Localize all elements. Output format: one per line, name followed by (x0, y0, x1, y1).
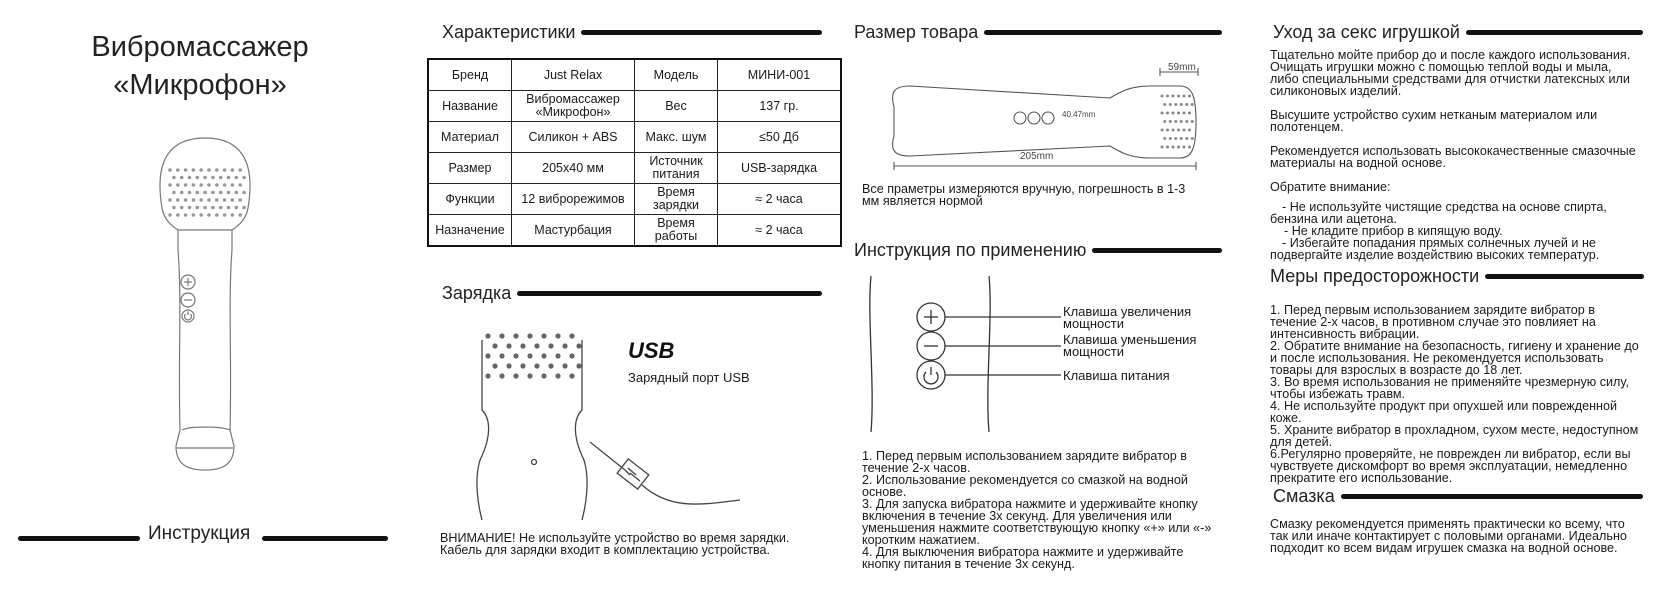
spec-key: Вес (635, 91, 718, 122)
spec-key: Размер (428, 153, 512, 184)
size-note: Все праметры измеряются вручную, погрешность в 1-3 мм является нормой (862, 182, 1186, 208)
spec-key: Функции (428, 184, 512, 215)
precaution-item: 5. Храните вибратор в прохладном, сухом месте, недоступном для детей. (1270, 423, 1639, 449)
dim-diameter: 40.47mm (1062, 110, 1096, 119)
lube-text: Смазку рекомендуется применять практически ко всему, что так или иначе контактирует с половыми органами. Идеально подходит ко всем видам игрушек смазка на водной основе. (1270, 517, 1627, 555)
spec-value: МИНИ-001 (718, 59, 842, 91)
precaution-item: 2. Обратите внимание на безопасность, гигиену и хранение до и после использования. Не рекомендуется использовать товары для взрослых в возрасте до 18 лет. (1270, 339, 1639, 377)
instruction-label: Инструкция (148, 523, 251, 544)
spec-value: Мастурбация (512, 215, 635, 247)
spec-value: 12 виброрежимов (512, 184, 635, 215)
precaution-item: 3. Во время использования не применяйте чрезмерную силу, чтобы избежать травм. (1270, 375, 1629, 401)
spec-key: Макс. шум (635, 122, 718, 153)
precautions-heading: Меры предосторожности (1270, 266, 1644, 287)
spec-value: Силикон + ABS (512, 122, 635, 153)
spec-key: Назначение (428, 215, 512, 247)
product-title (20, 28, 380, 104)
care-item: - Избегайте попадания прямых солнечных лучей и не подвергайте изделие воздействию высоких температур. (1270, 236, 1600, 262)
care-heading: Уход за секс игрушкой (1273, 22, 1643, 43)
product-title-line1: Вибромассажер (91, 31, 309, 63)
usage-step: 4. Для выключения вибратора нажмите и удерживайте кнопку питания в течение 3х секунд. (862, 545, 1184, 571)
product-title-line2: «Микрофон» (113, 69, 287, 101)
care-paragraph: Рекомендуется использовать высококачественные смазочные материалы на водной основе. (1270, 144, 1636, 170)
spec-key: Материал (428, 122, 512, 153)
usage-heading: Инструкция по применению (854, 240, 1222, 261)
spec-value: ≤50 Дб (718, 122, 842, 153)
product-illustration (150, 130, 260, 500)
spec-key: Время работы (635, 215, 718, 247)
divider-bar (18, 536, 140, 541)
care-text (1270, 49, 1640, 261)
care-paragraph: Тщательно мойте прибор до и после каждого использования. Очищать игрушки можно с помощью теплой воды и мыла, либо специальными средствами для отчистки латексных или силиконовых изделий. (1270, 48, 1631, 98)
spec-value: Just Relax (512, 59, 635, 91)
button-label-plus: Клавиша увеличения мощности (1063, 304, 1192, 331)
spec-key: Время зарядки (635, 184, 718, 215)
usb-logo: USB (628, 338, 675, 363)
button-label-power: Клавиша питания (1063, 368, 1170, 383)
usage-step: 3. Для запуска вибратора нажмите и удерживайте кнопку включения в течение 3х секунд. Для увеличения или уменьшения нажмите соответствующую кнопку «+» или «-» коротким нажатием. (862, 497, 1212, 547)
care-paragraph: Обратите внимание: (1270, 180, 1391, 194)
precaution-item: 1. Перед первым использованием зарядите вибратор в течение 2-х часов, в противном случае это повлияет на интенсивность вибрации. (1270, 303, 1596, 341)
charging-illustration (470, 330, 740, 520)
spec-row (428, 59, 841, 91)
spec-row (428, 91, 841, 122)
precaution-item: 4. Не используйте продукт при опухшей или поврежденной коже. (1270, 399, 1618, 425)
divider-bar (262, 536, 388, 541)
specs-heading: Характеристики (442, 22, 822, 43)
specs-table (427, 58, 842, 247)
button-label-minus: Клавиша уменьшения мощности (1063, 332, 1197, 359)
spec-value: 137 гр. (718, 91, 842, 122)
care-item: - Не кладите прибор в кипящую воду. (1284, 224, 1503, 238)
spec-value: 205х40 мм (512, 153, 635, 184)
spec-key: Название (428, 91, 512, 122)
dim-head-width: 59mm (1168, 62, 1196, 73)
spec-row (428, 215, 841, 247)
usb-port-label: Зарядный порт USB (628, 370, 750, 385)
spec-row (428, 184, 841, 215)
spec-row (428, 153, 841, 184)
lube-heading: Смазка (1273, 486, 1643, 507)
dim-length: 205mm (1020, 151, 1054, 162)
spec-value: ≈ 2 часа (718, 184, 842, 215)
spec-key: Модель (635, 59, 718, 91)
size-heading: Размер товара (854, 22, 1222, 43)
care-paragraph: Высушите устройство сухим нетканым материалом или полотенцем. (1270, 108, 1598, 134)
usage-step: 1. Перед первым использованием зарядите вибратор в течение 2-х часов. (862, 449, 1187, 475)
charging-heading: Зарядка (442, 283, 822, 304)
usage-buttons-diagram (865, 276, 1065, 432)
spec-value: Вибромассажер «Микрофон» (512, 91, 635, 122)
spec-value: USB-зарядка (718, 153, 842, 184)
spec-value: ≈ 2 часа (718, 215, 842, 247)
spec-key: Источник питания (635, 153, 718, 184)
care-item: - Не используйте чистящие средства на основе спирта, бензина или ацетона. (1270, 200, 1607, 226)
charging-warning: ВНИМАНИЕ! Не используйте устройство во время зарядки. Кабель для зарядки входит в комплектацию устройства. (440, 531, 790, 557)
usage-steps (862, 450, 1212, 570)
spec-key: Бренд (428, 59, 512, 91)
usage-step: 2. Использование рекомендуется со смазкой на водной основе. (862, 473, 1188, 499)
spec-row (428, 122, 841, 153)
precautions-text (1270, 304, 1640, 484)
precaution-item: 6.Регулярно проверяйте, не поврежден ли вибратор, если вы чувствуете дискомфорт во время эксплуатации, немедленно прекратите его использование. (1270, 447, 1631, 485)
